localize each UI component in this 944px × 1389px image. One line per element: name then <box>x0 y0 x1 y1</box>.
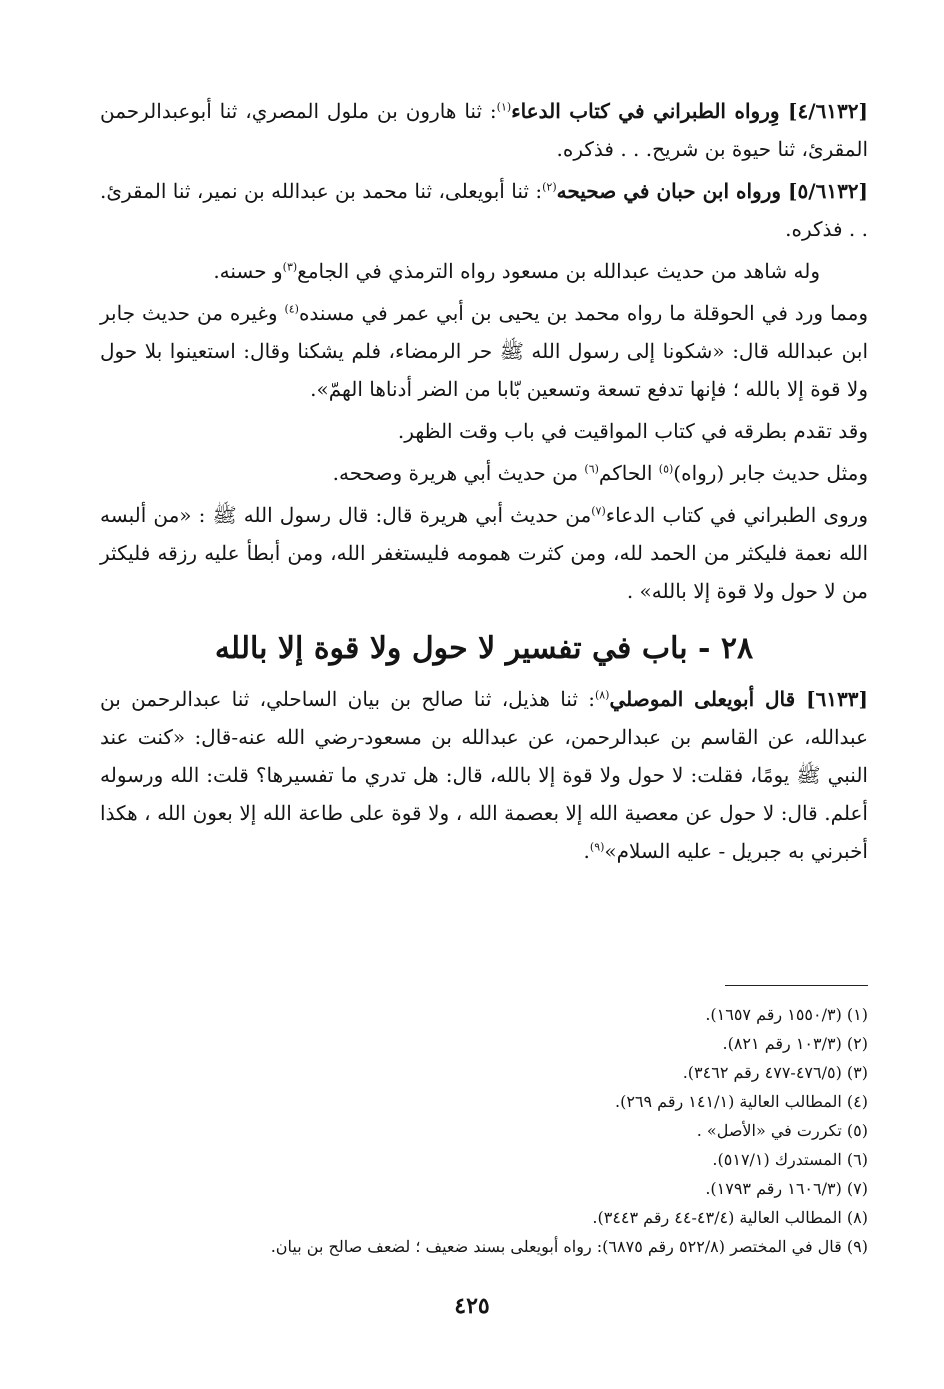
footnote-ref: (٧) <box>591 504 606 518</box>
paragraph-text: ومثل حديث جابر (رواه) <box>673 461 868 485</box>
paragraph-hawqala <box>100 294 868 408</box>
footnote-item: (٣) (٤٧٦/٥-٤٧٧ رقم ٣٤٦٢). <box>682 1063 868 1082</box>
footnote-item: (٥) تكررت في «الأصل» . <box>696 1121 868 1140</box>
paragraph-text: من حديث أبي هريرة قال: قال رسول الله ﷺ : «من ألبسه الله نعمة فليكثر من الحمد لله، ومن كثرت همومه فليستغفر الله، ومن أبطأ عليه رزقه فليكثر من لا حول ولا قوة إلا بالله» . <box>100 503 868 603</box>
footnotes <box>100 1000 868 1261</box>
paragraph-shahid <box>100 252 868 290</box>
footnote-ref: (٩) <box>589 840 605 854</box>
paragraph-text: وقد تقدم بطرقه في كتاب المواقيت في باب وقت الظهر. <box>397 419 868 443</box>
paragraph-text: وغيره من حديث جابر ابن عبدالله قال: «شكونا إلى رسول الله ﷺ حر الرمضاء، فلم يشكنا وقال: استعينوا بلا حول ولا قوة إلا بالله ؛ فإنها تدفع تسعة وتسعين بّابا من الضر أدناها الهمّ». <box>100 301 868 401</box>
paragraph-text: الحاكم <box>598 461 659 485</box>
footnote-ref: (٤) <box>284 302 299 316</box>
footnote-item: (٩) قال في المختصر (٥٢٢/٨ رقم ٦٨٧٥): رواه أبويعلى بسند ضعيف ؛ لضعف صالح بن بيان. <box>270 1237 868 1256</box>
paragraph-text: وله شاهد من حديث عبدالله بن مسعود رواه الترمذي في الجامع <box>297 259 820 283</box>
main-text <box>100 92 868 874</box>
hadith-ref-label: [٤/٦١٣٢] وِرواه الطبراني في كتاب الدعاء <box>511 99 868 123</box>
paragraph-hakim <box>100 454 868 492</box>
paragraph-text: وروى الطبراني في كتاب الدعاء <box>605 503 868 527</box>
paragraph-text: من حديث أبي هريرة وصححه. <box>332 461 585 485</box>
hadith-ref-label: [٥/٦١٣٢] ورواه ابن حبان في صحيحه <box>556 179 869 203</box>
footnote-ref: (٦) <box>584 462 599 476</box>
paragraph-mawaqit <box>100 412 868 450</box>
footnote-item: (٢) (١٠٣/٣ رقم ٨٢١). <box>722 1034 868 1053</box>
paragraph-hadith-6133 <box>100 680 868 870</box>
footnote-ref: (٨) <box>594 688 610 702</box>
paragraph-hadith-6132-5 <box>100 172 868 248</box>
footnote-ref: (١) <box>496 100 512 114</box>
paragraph-text: : ثنا هذيل، ثنا صالح بن بيان الساحلي، ثنا عبدالرحمن بن عبدالله، عن القاسم بن عبدالرحمن، عن عبدالله بن مسعود-رضي الله عنه-قال: «كنت عند النبي ﷺ يومًا، فقلت: لا حول ولا قوة إلا بالله، قال: هل تدري ما تفسيرها؟ قلت: الله ورسوله أعلم. قال: لا حول عن معصية الله إلا بعصمة الله ، ولا قوة على طاعة الله إلا بعون الله ، هكذا أخبرني به جبريل - عليه السلام» <box>100 687 868 863</box>
footnote-ref: (٢) <box>542 180 557 194</box>
footnote-divider <box>725 985 868 986</box>
paragraph-text: ومما ورد في الحوقلة ما رواه محمد بن يحيى بن أبي عمر في مسنده <box>298 301 868 325</box>
footnote-item: (٧) (١٦٠٦/٣ رقم ١٧٩٣). <box>705 1179 868 1198</box>
paragraph-text: : ثنا هارون بن ملول المصري، ثنا أبوعبدالرحمن المقرئ، ثنا حيوة بن شريح. . . فذكره. <box>100 99 868 161</box>
footnote-item: (٨) المطالب العالية (٤٣/٤-٤٤ رقم ٣٤٤٣). <box>592 1208 868 1227</box>
page-number: ٤٢٥ <box>454 1293 490 1319</box>
footnote-item: (٤) المطالب العالية (١٤١/١ رقم ٢٦٩). <box>614 1092 868 1111</box>
footnote-ref: (٣) <box>282 260 298 274</box>
paragraph-tabarani <box>100 496 868 610</box>
footnote-item: (٦) المستدرك (٥١٧/١). <box>712 1150 868 1169</box>
footnote-ref: (٥) <box>658 462 674 476</box>
paragraph-text: و حسنه. <box>213 259 283 283</box>
hadith-ref-label: [٦١٣٣] قال أبويعلى الموصلي <box>609 687 868 711</box>
footnote-item: (١) (١٥٥٠/٣ رقم ١٦٥٧). <box>705 1005 868 1024</box>
paragraph-hadith-6132-4 <box>100 92 868 168</box>
paragraph-text: : ثنا أبويعلى، ثنا محمد بن عبدالله بن نمير، ثنا المقرئ. . . فذكره. <box>100 179 868 241</box>
chapter-heading: ٢٨ - باب في تفسير لا حول ولا قوة إلا بالله <box>214 631 754 666</box>
paragraph-text: . <box>583 839 590 863</box>
